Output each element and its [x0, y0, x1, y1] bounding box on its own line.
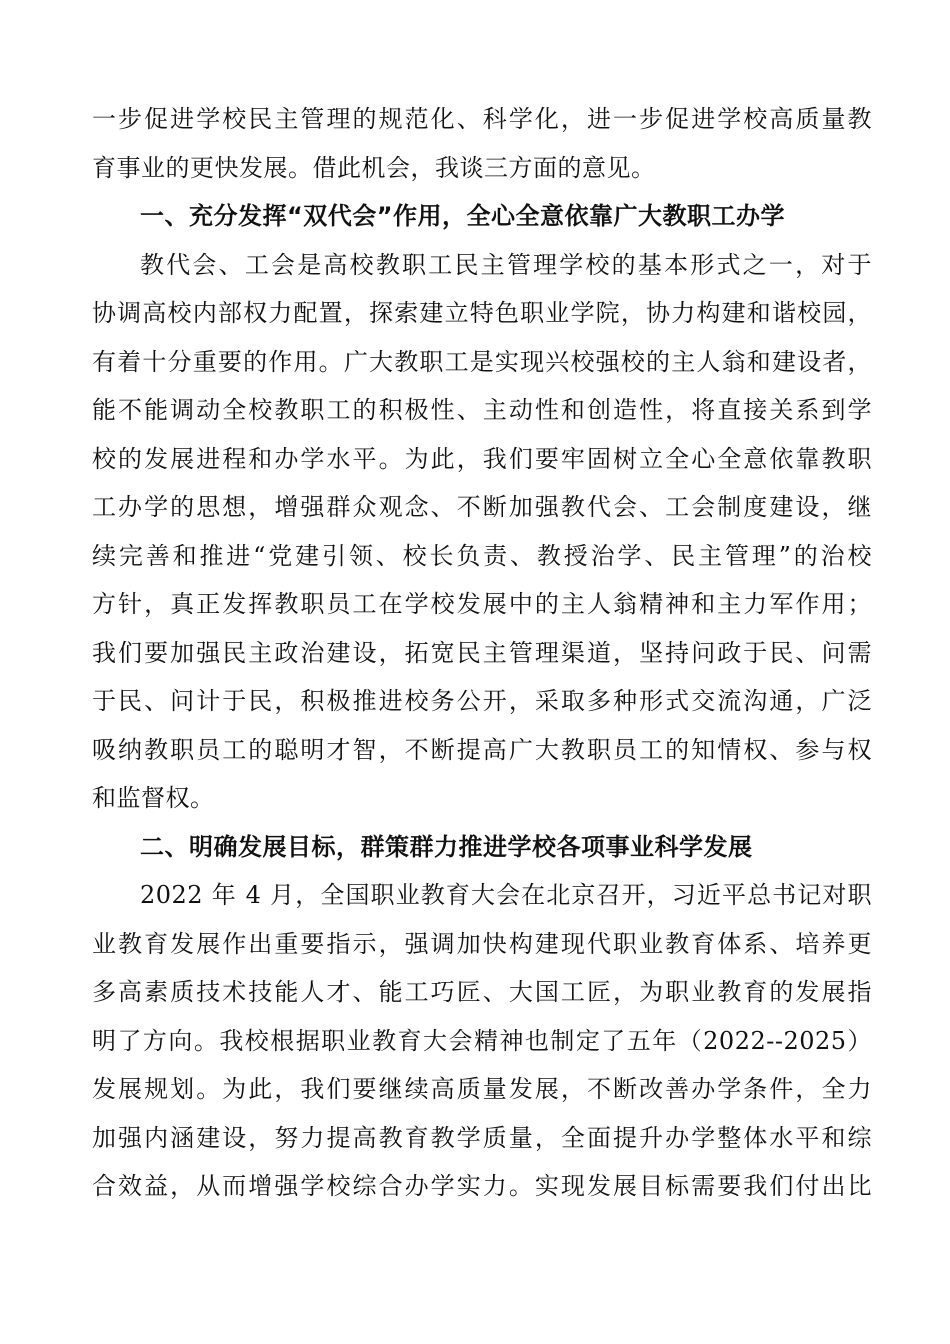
text-line: 一步促进学校民主管理的规范化、科学化，进一步促进学校高质量教: [92, 105, 872, 133]
text-line: 协调高校内部权力配置，探索建立特色职业学院，协力构建和谐校园，: [92, 299, 872, 327]
text-line: 明了方向。我校根据职业教育大会精神也制定了五年（2022--2025）: [92, 1026, 872, 1055]
text-line: 发展规划。为此，我们要继续高质量发展，不断改善办学条件，全力: [92, 1075, 872, 1103]
text-line: 加强内涵建设，努力提高教育教学质量，全面提升办学整体水平和综: [92, 1123, 872, 1152]
text-line: 2022 年 4 月，全国职业教育大会在北京召开，习近平总书记对职: [140, 881, 872, 909]
text-line: 吸纳教职员工的聪明才智，不断提高广大教职员工的知情权、参与权: [92, 735, 872, 764]
text-line: 多高素质技术技能人才、能工巧匠、大国工匠，为职业教育的发展指: [92, 978, 872, 1006]
text-line: 有着十分重要的作用。广大教职工是实现兴校强校的主人翁和建设者，: [92, 347, 872, 376]
text-line: 我们要加强民主政治建设，拓宽民主管理渠道，坚持问政于民、问需: [92, 638, 872, 667]
text-line: 工办学的思想，增强群众观念、不断加强教代会、工会制度建设，继: [92, 493, 872, 521]
text-line: 续完善和推进“党建引领、校长负责、教授治学、民主管理”的治校: [92, 541, 872, 570]
text-line: 方针，真正发挥教职员工在学校发展中的主人翁精神和主力军作用；: [92, 590, 872, 618]
text-line: 校的发展进程和办学水平。为此，我们要牢固树立全心全意依靠教职: [92, 444, 872, 473]
text-line: 于民、问计于民，积极推进校务公开，采取多种形式交流沟通，广泛: [92, 687, 872, 715]
section-heading-1: 一、充分发挥“双代会”作用，全心全意依靠广大教职工办学: [140, 202, 786, 230]
section-heading-2: 二、明确发展目标，群策群力推进学校各项事业科学发展: [140, 832, 753, 861]
text-line: 业教育发展作出重要指示，强调加快构建现代职业教育体系、培养更: [92, 929, 872, 958]
text-line: 能不能调动全校教职工的积极性、主动性和创造性，将直接关系到学: [92, 396, 872, 424]
text-line: 和监督权。: [92, 784, 215, 812]
text-line: 育事业的更快发展。借此机会，我谈三方面的意见。: [92, 153, 656, 182]
text-line: 教代会、工会是高校教职工民主管理学校的基本形式之一，对于: [140, 250, 872, 279]
document-body: [92, 95, 872, 1211]
text-line: 合效益，从而增强学校综合办学实力。实现发展目标需要我们付出比: [92, 1172, 872, 1200]
